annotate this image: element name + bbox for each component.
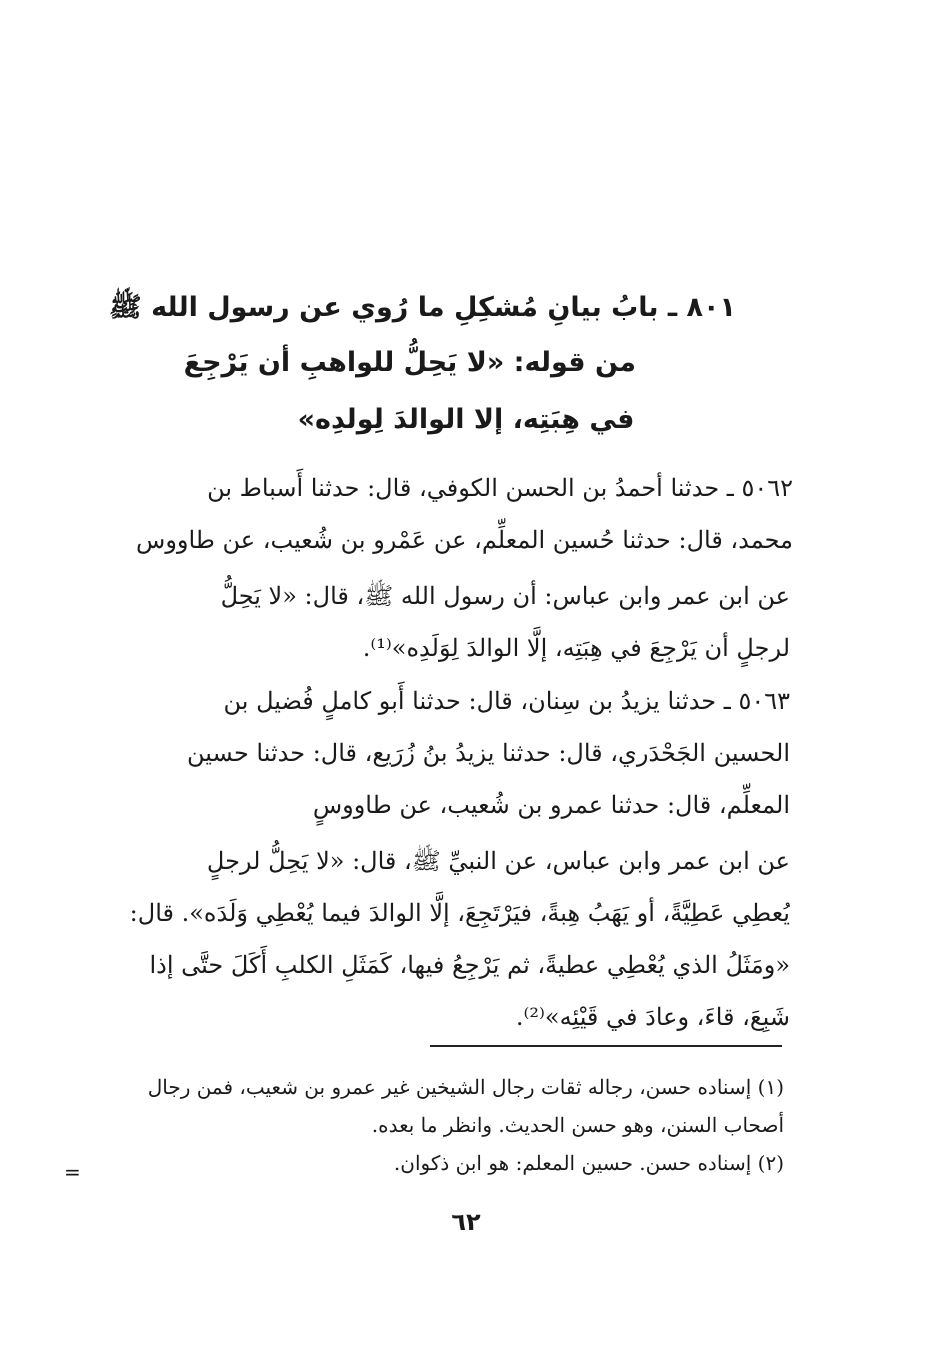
footnote-1-line-2: أصحاب السنن، وهو حسن الحديث. وانظر ما بعده. bbox=[371, 1113, 784, 1137]
text-line: المعلِّم، قال: حدثنا عمرو بن شُعيب، عن طاووسٍ bbox=[312, 791, 790, 819]
text-line: شَبِعَ، قاءَ، وعادَ في قَيْئِه»⁽²⁾. bbox=[515, 1003, 790, 1031]
continuation-marker: = bbox=[64, 1160, 81, 1184]
text-line: ٥٠٦٢ ـ حدثنا أحمدُ بن الحسن الكوفي، قال: حدثنا أَسباط بن bbox=[207, 474, 793, 502]
text-line: محمد، قال: حدثنا حُسين المعلِّم، عن عَمْرو بن شُعيب، عن طاووس bbox=[136, 526, 793, 554]
text-line: «ومَثَلُ الذي يُعْطِي عطيةً، ثم يَرْجِعُ فيها، كَمَثَلِ الكلبِ أَكَلَ حتَّى إذا bbox=[149, 951, 790, 979]
footnote-2: (٢) إسناده حسن. حسين المعلم: هو ابن ذكوان. bbox=[393, 1151, 784, 1175]
footnote-1-line-1: (١) إسناده حسن، رجاله ثقات رجال الشيخين غير عمرو بن شعيب، فمن رجال bbox=[147, 1075, 784, 1099]
text-line: ٥٠٦٣ ـ حدثنا يزيدُ بن سِنان، قال: حدثنا أَبو كاملٍ فُضيل بن bbox=[223, 687, 790, 715]
text-line: عن ابن عمر وابن عباس: أن رسول الله ﷺ، قال: «لا يَحِلُّ bbox=[220, 582, 790, 610]
chapter-title-line-2: من قوله: «لا يَحِلُّ للواهبِ أن يَرْجِعَ bbox=[183, 347, 636, 378]
footnote-divider bbox=[430, 1045, 782, 1047]
text-line: لرجلٍ أن يَرْجِعَ في هِبَتِه، إلَّا الوالدَ لِوَلَدِه»⁽¹⁾. bbox=[362, 634, 790, 662]
hadith-5063-isnad bbox=[84, 675, 790, 831]
chapter-title-line-1: ٨٠١ ـ بابُ بيانِ مُشكِلِ ما رُوي عن رسول الله ﷺ bbox=[109, 292, 736, 323]
hadith-5063-matn bbox=[84, 835, 790, 1043]
hadith-5062-isnad bbox=[90, 462, 793, 566]
page-number: ٦٢ bbox=[451, 1208, 481, 1236]
text-line: عن ابن عمر وابن عباس، عن النبيِّ ﷺ، قال: «لا يَحِلُّ لرجلٍ bbox=[206, 847, 790, 875]
text-line: الحسين الجَحْدَري، قال: حدثنا يزيدُ بنُ زُرَيع، قال: حدثنا حسين bbox=[187, 739, 790, 767]
chapter-title-line-3: في هِبَتِه، إلا الوالدَ لِولدِه» bbox=[297, 404, 635, 435]
hadith-5062-matn bbox=[84, 570, 790, 674]
footnotes bbox=[84, 1068, 784, 1182]
text-line: يُعطِي عَطِيَّةً، أو يَهَبُ هِبةً، فيَرْتَجِعَ، إلَّا الوالدَ فيما يُعْطِي وَلَدَه». قال: bbox=[129, 899, 790, 927]
